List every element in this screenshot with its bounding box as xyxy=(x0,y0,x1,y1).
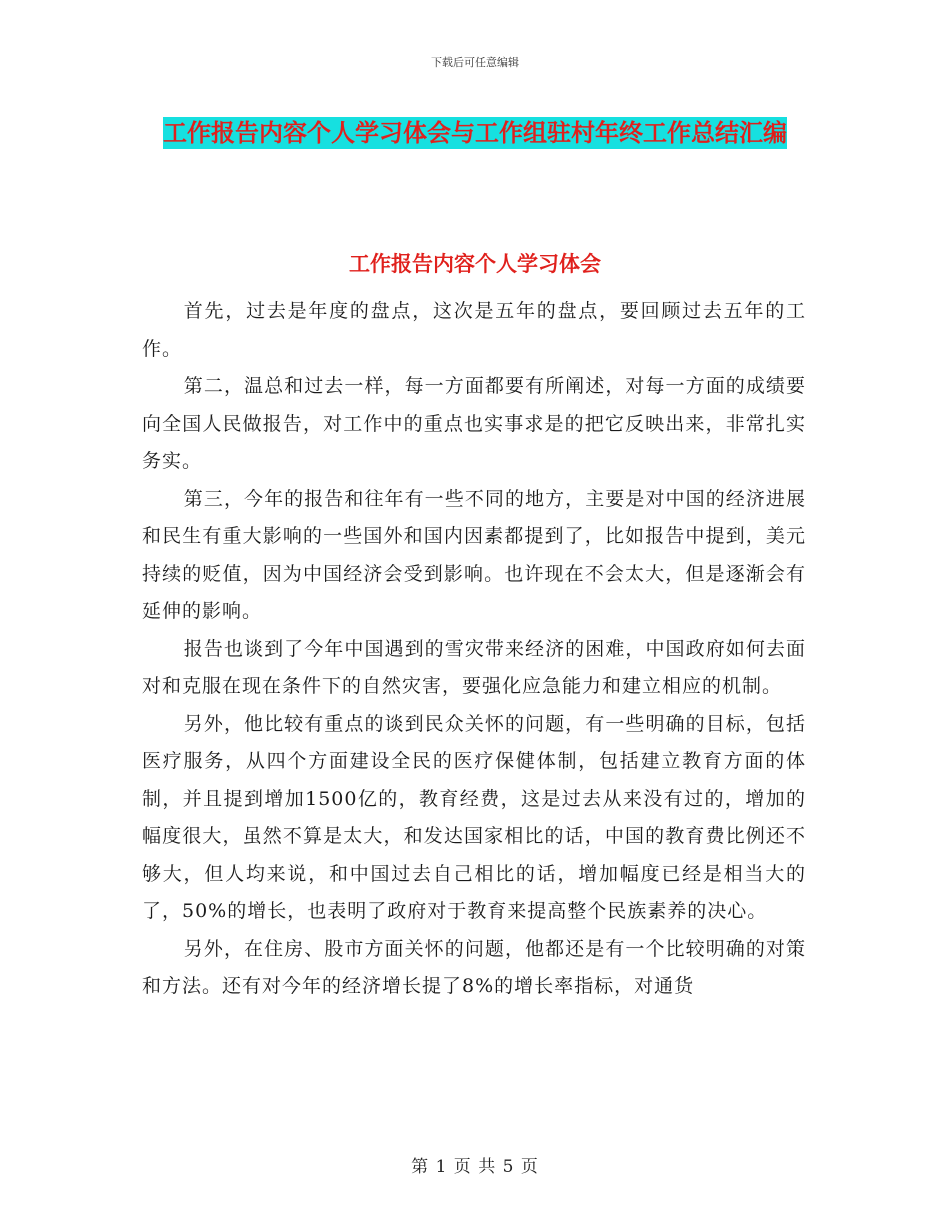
header-note: 下载后可任意编辑 xyxy=(431,56,519,69)
paragraph: 另外，在住房、股市方面关怀的问题，他都还是有一个比较明确的对策和方法。还有对今年的经济增长提了8%的增长率指标，对通货 xyxy=(142,937,806,997)
paragraph: 另外，他比较有重点的谈到民众关怀的问题，有一些明确的目标，包括医疗服务，从四个方面建设全民的医疗保健体制，包括建立教育方面的体制，并且提到增加1500亿的，教育经费，这是过去从来没有过的，增加的幅度很大，虽然不算是太大，和发达国家相比的话，中国的教育费比例还不够大，但人均来说，和中国过去自己相比的话，增加幅度已经是相当大的了，50%的增长，也表明了政府对于教育来提高整个民族素养的决心。 xyxy=(142,712,806,922)
page-number-footer: 第 1 页 共 5 页 xyxy=(411,1157,539,1177)
document-title xyxy=(140,110,810,156)
section-title: 工作报告内容个人学习体会 xyxy=(349,252,601,276)
body-text xyxy=(142,293,806,1006)
paragraph: 第二，温总和过去一样，每一方面都要有所阐述，对每一方面的成绩要向全国人民做报告，对工作中的重点也实事求是的把它反映出来，非常扎实务实。 xyxy=(142,375,806,472)
paragraph: 首先，过去是年度的盘点，这次是五年的盘点，要回顾过去五年的工作。 xyxy=(142,300,806,360)
paragraph: 报告也谈到了今年中国遇到的雪灾带来经济的困难，中国政府如何去面对和克服在现在条件下的自然灾害，要强化应急能力和建立相应的机制。 xyxy=(142,637,806,697)
paragraph: 第三，今年的报告和往年有一些不同的地方，主要是对中国的经济进展和民生有重大影响的一些国外和国内因素都提到了，比如报告中提到，美元持续的贬值，因为中国经济会受到影响。也许现在不会太大，但是逐渐会有延伸的影响。 xyxy=(142,487,806,622)
document-title-text: 工作报告内容个人学习体会与工作组驻村年终工作总结汇编 xyxy=(163,119,787,147)
